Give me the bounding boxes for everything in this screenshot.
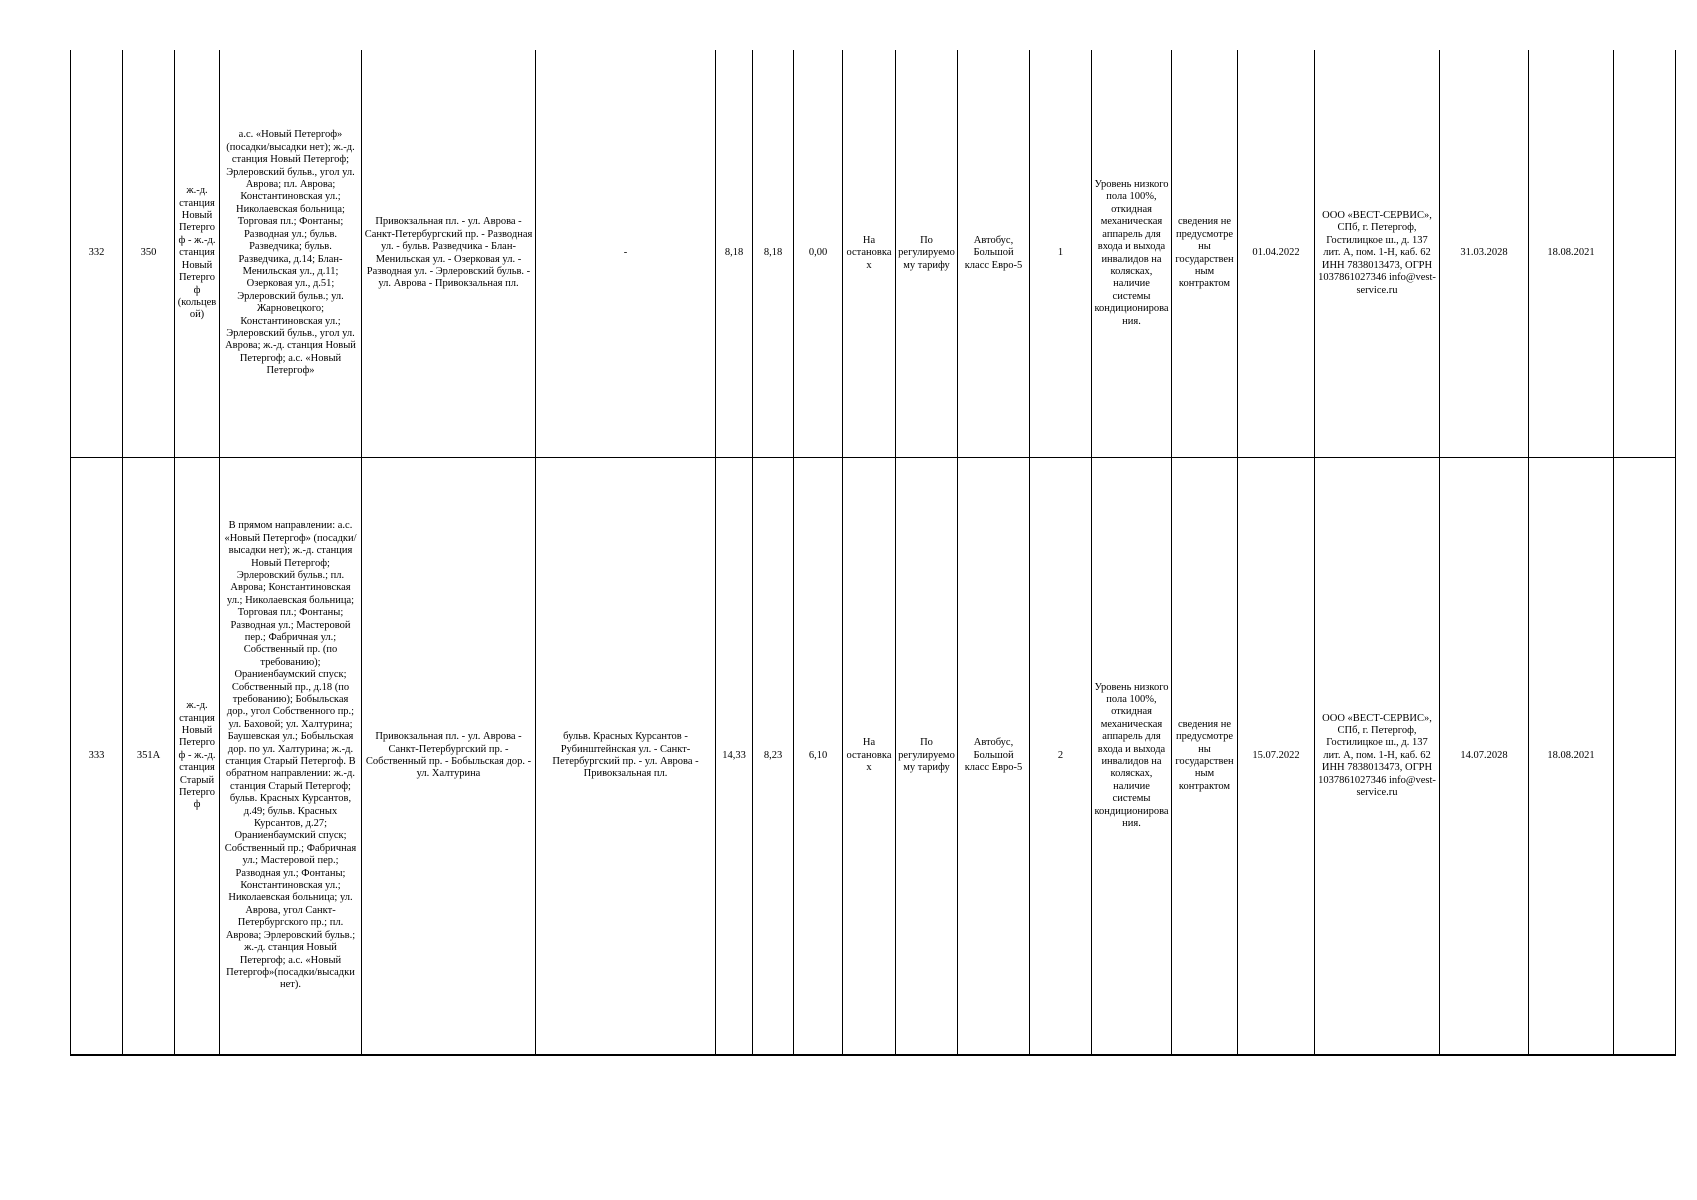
cell-length-total: 14,33 <box>716 458 753 1056</box>
table-row <box>71 458 1676 1056</box>
cell-end-date: 31.03.2028 <box>1440 50 1529 458</box>
cell-route-name: ж.-д. станция Новый Петергоф - ж.-д. станция Старый Петергоф <box>175 458 220 1056</box>
cell-num: 332 <box>71 50 123 458</box>
cell-start-date: 01.04.2022 <box>1238 50 1315 458</box>
cell-streets-forward: Привокзальная пл. - ул. Аврова - Санкт-Петербургский пр. - Разводная ул. - бульв. Разведчика - Блан-Менильская ул. - Озерковая ул. - Разводная ул. - Эрлеровский бульв. - ул. Аврова - Привокзальная пл. <box>362 50 536 458</box>
cell-extra <box>1614 50 1676 458</box>
cell-end-date: 14.07.2028 <box>1440 458 1529 1056</box>
cell-carrier: ООО «ВЕСТ-СЕРВИС», СПб, г. Петергоф, Гостилицкое ш., д. 137 лит. А, пом. 1-Н, каб. 62 ИНН 7838013473, ОГРН 1037861027346 info@vest-service.ru <box>1315 50 1440 458</box>
cell-streets-forward: Привокзальная пл. - ул. Аврова - Санкт-Петербургский пр. - Собственный пр. - Бобыльская дор. - ул. Халтурина <box>362 458 536 1056</box>
cell-start-date: 15.07.2022 <box>1238 458 1315 1056</box>
cell-extra <box>1614 458 1676 1056</box>
cell-characteristics: Уровень низкого пола 100%, откидная механическая аппарель для входа и выхода инвалидов на колясках, наличие системы кондиционирования. <box>1092 50 1172 458</box>
cell-characteristics: Уровень низкого пола 100%, откидная механическая аппарель для входа и выхода инвалидов на колясках, наличие системы кондиционирования. <box>1092 458 1172 1056</box>
cell-reg-date: 18.08.2021 <box>1529 50 1614 458</box>
cell-count: 2 <box>1030 458 1092 1056</box>
cell-streets-backward: бульв. Красных Курсантов - Рубинштейнская ул. - Санкт-Петербургский пр. - ул. Аврова - Привокзальная пл. <box>536 458 716 1056</box>
cell-count: 1 <box>1030 50 1092 458</box>
cell-stop-order: На остановках <box>843 50 896 458</box>
cell-length-total: 8,18 <box>716 50 753 458</box>
route-registry-table <box>70 50 1676 1056</box>
cell-length-backward: 6,10 <box>794 458 843 1056</box>
cell-contract: сведения не предусмотрены государственным контрактом <box>1172 50 1238 458</box>
cell-stops: В прямом направлении: а.с. «Новый Петергоф» (посадки/высадки нет); ж.-д. станция Новый Петергоф; Эрлеровский бульв.; пл. Аврова; Константиновская ул.; Николаевская больница; Торговая пл.; Фонтаны; Разводная ул.; Мастеровой пер.; Фабричная ул.; Собственный пр. (по требованию); Ораниенбаумский спуск; Собственный пр., д.18 (по требованию); Бобыльская дор., угол Собственного пр.; ул. Баховой; ул. Халтурина; Баушевская ул.; Бобыльская дор. по ул. Халтурина; ж.-д. станция Старый Петергоф. В обратном направлении: ж.-д. станция Старый Петергоф; бульв. Красных Курсантов, д.49; бульв. Красных Курсантов, д.27; Ораниенбаумский спуск; Собственный пр.; Фабричная ул.; Мастеровой пер.; Разводная ул.; Фонтаны; Константиновская ул.; Николаевская больница; ул. Аврова, угол Санкт-Петербургского пр.; пл. Аврова; Эрлеровский бульв.; ж.-д. станция Новый Петергоф; а.с. «Новый Петергоф»(посадки/высадки нет). <box>220 458 362 1056</box>
cell-stop-order: На остановках <box>843 458 896 1056</box>
cell-tariff: По регулируемому тарифу <box>896 50 958 458</box>
cell-stops: а.с. «Новый Петергоф» (посадки/высадки нет); ж.-д. станция Новый Петергоф; Эрлеровский бульв., угол ул. Аврова; пл. Аврова; Константиновская ул.; Николаевская больница; Торговая пл.; Фонтаны; Разводная ул.; бульв. Разведчика; бульв. Разведчика, д.14; Блан-Менильская ул., д.11; Озерковая ул., д.51; Эрлеровский бульв.; ул. Жарновецкого; Константиновская ул.; Эрлеровский бульв., угол ул. Аврова; ж.-д. станция Новый Петергоф; а.с. «Новый Петергоф» <box>220 50 362 458</box>
cell-vehicle: Автобус, Большой класс Евро-5 <box>958 50 1030 458</box>
cell-length-forward: 8,18 <box>753 50 794 458</box>
cell-contract: сведения не предусмотрены государственным контрактом <box>1172 458 1238 1056</box>
cell-length-backward: 0,00 <box>794 50 843 458</box>
cell-reg-date: 18.08.2021 <box>1529 458 1614 1056</box>
cell-tariff: По регулируемому тарифу <box>896 458 958 1056</box>
cell-carrier: ООО «ВЕСТ-СЕРВИС», СПб, г. Петергоф, Гостилицкое ш., д. 137 лит. А, пом. 1-Н, каб. 62 ИНН 7838013473, ОГРН 1037861027346 info@vest-service.ru <box>1315 458 1440 1056</box>
cell-route-name: ж.-д. станция Новый Петергоф - ж.-д. станция Новый Петергоф (кольцевой) <box>175 50 220 458</box>
cell-length-forward: 8,23 <box>753 458 794 1056</box>
cell-route-number: 351А <box>123 458 175 1056</box>
cell-streets-backward: - <box>536 50 716 458</box>
cell-num: 333 <box>71 458 123 1056</box>
cell-route-number: 350 <box>123 50 175 458</box>
table-row <box>71 50 1676 458</box>
cell-vehicle: Автобус, Большой класс Евро-5 <box>958 458 1030 1056</box>
